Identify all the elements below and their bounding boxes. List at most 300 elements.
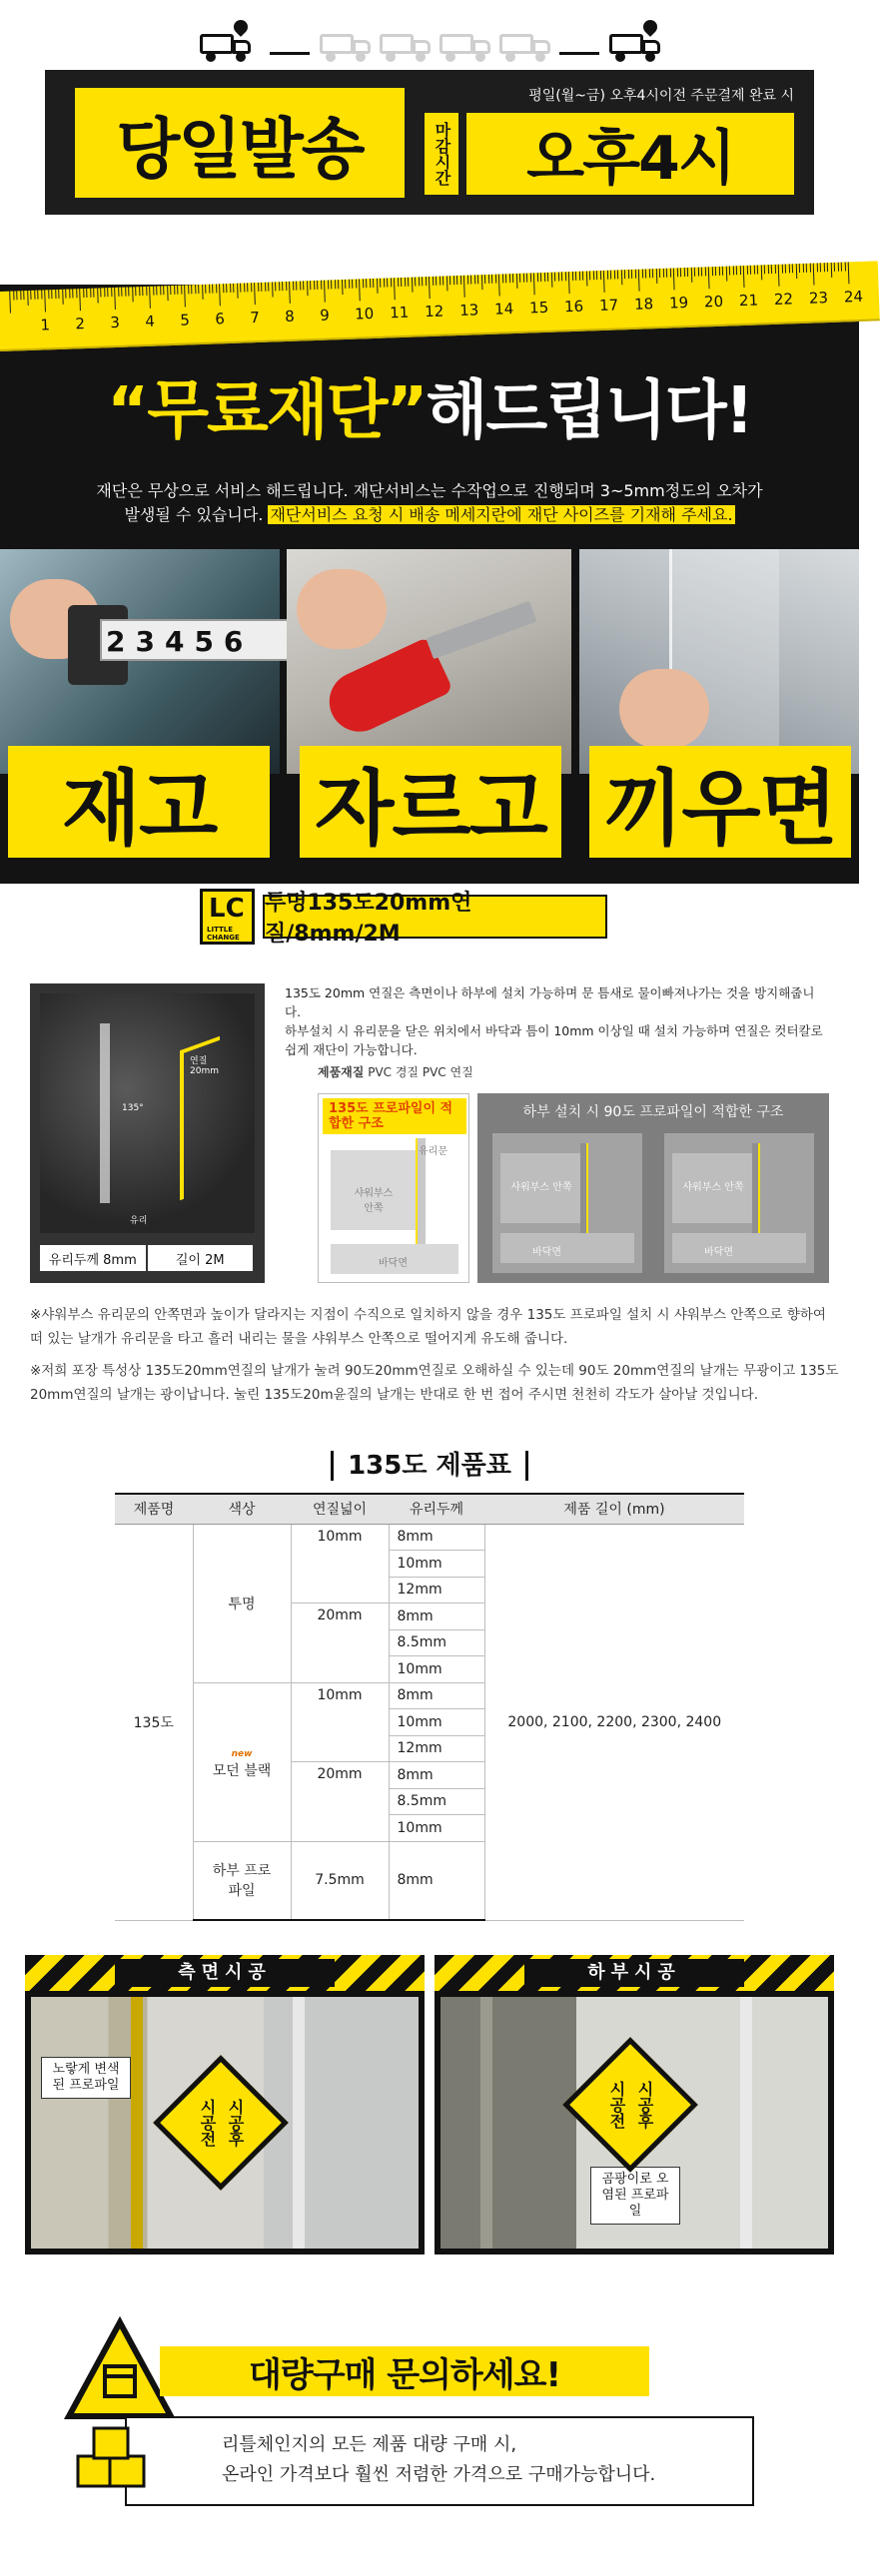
badge-before: 시공전 [607,2081,626,2129]
ruler-tick [254,283,256,305]
ruler-tick [739,266,740,275]
ruler-tick [233,284,234,293]
ruler-tick [380,279,381,288]
ruler-number: 8 [284,307,296,326]
ruler-tick [788,264,789,273]
thickness-cell: 10mm [389,1551,484,1578]
ruler-number: 12 [424,302,444,322]
product-table-title [0,1445,859,1482]
ruler-tick [704,267,705,276]
header-cell: 색상 [193,1494,291,1524]
ruler-tick [307,281,309,296]
ruler-number: 4 [145,312,156,330]
badge-after: 시공후 [226,2099,245,2147]
bottom-install-photo [440,1997,828,2249]
desc-line: 쉽게 재단이 가능합니다. [285,1042,418,1057]
ruler-tick [659,269,660,278]
material-info [318,1063,473,1080]
cutting-desc-line1: 재단은 무상으로 서비스 해드립니다. 재단서비스는 수작업으로 진행되며 3~5mm정도의 오차가 [96,481,763,500]
free-cutting-quote: “무료재단” [107,374,427,448]
ruler-tick [589,271,590,280]
ruler-tick [184,286,186,308]
ruler-tick [585,271,587,286]
ruler-tick [118,288,119,297]
thickness-cell: 10mm [389,1656,484,1683]
diagram-glass-label: 유리문 [419,1146,447,1157]
bulk-message-box [125,2416,754,2506]
ruler-tick [746,266,747,275]
ruler-tick [429,277,431,299]
ruler-tick [156,287,157,296]
ruler-number: 3 [110,313,121,332]
ruler-tick [701,267,702,276]
ruler-tick [65,290,66,299]
truck-icon [440,28,495,62]
ruler-tick [432,277,433,286]
ruler-tick [418,277,419,286]
brand-logo [200,889,255,945]
ruler-tick [596,271,597,280]
ruler-tick [687,268,688,277]
ruler-tick [300,282,301,291]
step-word-measure: 재고 [8,746,270,858]
width-cell: 10mm [291,1682,389,1762]
ruler-tick [69,290,70,299]
diagram-inside-label: 샤워부스 안쪽 [682,1182,744,1193]
ruler-tick [321,281,322,290]
product-table [115,1493,744,1921]
spec-pair [40,1245,255,1271]
ruler-number: 20 [703,292,724,312]
ruler-tick [662,269,663,278]
ruler-tick [816,263,817,272]
bulk-line2: 온라인 가격보다 훨씬 저렴한 가격으로 구매가능합니다. [222,2464,656,2485]
ruler-tick [41,291,42,300]
ruler-tick [366,279,367,288]
color-cell [193,1682,291,1841]
ruler-number: 11 [389,303,410,322]
bottom-install-header [435,1955,834,1991]
ruler-tick [30,291,31,300]
ruler-tick [729,266,730,275]
ruler-tick [324,281,326,303]
ruler-tick [550,273,552,288]
ruler-tick [198,285,199,294]
ruler-tick [631,270,632,279]
ruler-tick [669,269,670,278]
ruler-tick [648,269,649,278]
ruler-number: 15 [528,298,549,318]
ruler-tick [827,263,828,272]
width-cell: 7.5mm [291,1841,389,1920]
ruler-tick [526,274,527,283]
ruler-tick [575,272,576,281]
brand-logo-text: LITTLE CHANGE [207,926,240,942]
header-cell: 제품 길이 (mm) [484,1494,744,1524]
ruler-tick [317,281,318,290]
ruler-tick [470,276,471,285]
ruler-tick [303,281,304,290]
ruler-tick [237,284,239,299]
ruler-tick [757,266,758,275]
ruler-tick [809,264,810,273]
ruler-tick [265,283,266,292]
diagram-135-tag: 135도 프로파일이 적합한 구조 [323,1098,466,1134]
ruler-number: 1 [40,316,51,334]
ruler-tick [753,266,754,275]
ruler-tick [121,288,122,297]
step-word-cut: 자르고 [300,746,561,858]
ruler-tick [830,263,832,278]
ruler-tick [153,287,154,296]
moldy-profile [480,1997,492,2249]
ruler-tick [191,285,192,294]
truck-icon [380,28,436,62]
ruler-tick [837,263,838,272]
warning-icon [65,2316,175,2426]
ruler-tick [456,276,457,285]
ruler-tick [345,280,346,289]
diagram-90-structure [477,1093,829,1283]
ruler-tick [568,272,570,294]
ruler-tick [725,267,727,282]
ruler-tick [771,265,772,274]
same-day-shipping-section [0,0,859,285]
side-install-panel [25,1955,425,2254]
color-black-label: 모던 블랙 [212,1762,272,1779]
badge-after: 시공후 [635,2081,654,2129]
truck-icon [320,28,376,62]
ruler-tick [390,278,391,287]
diagram-135-structure [318,1093,469,1283]
thickness-cell: 12mm [389,1735,484,1762]
product-name: 투명135도20mm연질/8mm/2M [263,895,607,939]
cutting-request-highlight: 재단서비스 요청 시 배송 메세지란에 재단 사이즈를 기재해 주세요. [270,505,733,524]
diagram-inside-label: 샤워부스 안쪽 [354,1188,394,1214]
width-cell: 20mm [291,1762,389,1842]
width-cell: 20mm [291,1604,389,1683]
ruler-tick [480,275,482,290]
ruler-tick [296,282,297,291]
header-cell: 제품명 [115,1494,193,1524]
ruler-tick [449,276,450,285]
thickness-cell: 8mm [389,1682,484,1709]
free-cutting-description [60,479,799,527]
free-cutting-title [0,359,859,451]
cutoff-time: 오후4시 [466,113,794,195]
ruler-tick [697,268,698,277]
ruler-tick [823,263,824,272]
before-after-badge-text [173,2075,269,2171]
ruler-tick [16,291,17,300]
ruler-tick [673,268,675,290]
ruler-number: 19 [668,293,689,313]
ruler-tick [425,277,426,286]
ruler-tick [505,274,506,283]
same-day-title: 당일발송 [116,110,364,188]
thickness-cell: 8mm [389,1524,484,1551]
ruler-tick [571,272,572,281]
length-cell: 2000, 2100, 2200, 2300, 2400 [484,1524,744,1920]
ruler-tick [383,279,384,288]
badge-before: 시공전 [198,2099,217,2147]
ruler-tick [404,278,405,287]
cutting-desc-line2: 발생될 수 있습니다. [124,505,264,524]
ruler-tick [58,290,59,299]
ruler-tick [778,265,780,287]
brand-logo-mark: LC [209,894,245,924]
new-profile [293,1997,305,2249]
ruler-tick [279,282,280,291]
ruler-tick [655,269,657,284]
ruler-tick [634,270,635,279]
tape-numbers: 23456 [106,625,254,658]
boxes-icon [70,2416,150,2506]
ruler-tick [436,277,437,286]
thickness-cell: 10mm [389,1815,484,1842]
ruler-tick [226,284,227,293]
spec-thickness: 유리두께 8mm [40,1245,148,1271]
ruler-tick [617,270,618,279]
ruler-tick [160,286,161,295]
ruler-tick [9,292,11,314]
shipping-banner [45,70,814,215]
route-dash [270,52,310,55]
ruler-tick [314,281,315,290]
ruler-tick [529,273,530,282]
ruler-tick [750,266,751,275]
ruler-tick [459,276,460,285]
product-table-title-text: 135도 제품표 [331,1451,528,1481]
ruler-tick [561,272,562,281]
ruler-tick [844,262,845,271]
ruler-tick [331,280,332,289]
ruler-tick [128,287,129,296]
ruler-number: 21 [738,291,759,311]
ruler-tick [408,278,409,287]
yellowed-profile [131,1997,143,2249]
ruler-tick [452,276,453,285]
ruler-tick [813,264,815,286]
ruler-tick [792,264,793,273]
side-install-title: 측면시공 [115,1959,335,1987]
ruler-tick [624,270,625,279]
ruler-number: 23 [808,289,829,308]
ruler-tick [547,273,548,282]
ruler-tick [411,278,413,293]
cutoff-block [425,85,794,200]
ruler-tick [282,282,283,291]
delivery-route-graphic [180,10,679,70]
ruler-tick [174,286,175,295]
ruler-tick [247,283,248,292]
installation-section [25,1955,834,2254]
diagram-floor-label: 바닥면 [532,1247,561,1258]
product-description [285,983,829,1059]
ruler-tick [743,266,745,288]
free-cutting-title-rest: 해드립니다! [426,374,752,448]
ruler-tick [170,286,171,295]
color-cell: 투명 [193,1524,291,1682]
ruler-tick [195,285,196,294]
before-after-badge-text [582,2057,678,2153]
thickness-cell: 8mm [389,1841,484,1920]
ruler-number: 10 [354,304,375,323]
ruler-number: 2 [75,315,86,333]
ruler-tick [209,285,210,294]
ruler-tick [355,280,356,289]
ruler-number: 17 [598,296,619,316]
ruler-tick [711,267,712,276]
ruler-tick [473,275,474,284]
ruler-tick [781,265,782,274]
thickness-cell: 8.5mm [389,1629,484,1656]
product-header [200,889,619,949]
ruler-tick [466,276,467,285]
ruler-tick [540,273,541,282]
ruler-tick [519,274,520,283]
ruler-tick [620,270,622,285]
ruler-tick [841,263,842,272]
angle-label: 135° [122,1103,144,1113]
ruler-tick [445,276,447,291]
color-cell [193,1841,291,1920]
ruler-tick [37,291,38,300]
diagram-floor-label: 바닥면 [704,1247,733,1258]
ruler-tick [258,283,259,292]
ruler-tick [268,283,269,292]
ruler-tick [132,287,134,302]
ruler-tick [79,289,81,311]
ruler-tick [86,289,87,298]
ruler-tick [501,274,502,283]
bottom-install-panel [435,1955,834,2254]
ruler-tick [599,271,600,280]
thickness-cell: 8.5mm [389,1788,484,1815]
ruler-tick [641,270,642,279]
ruler-number: 6 [214,310,226,328]
ruler-tick [799,264,800,273]
ruler-tick [328,281,329,290]
ruler-tick [512,274,513,283]
ruler-tick [645,269,646,278]
ruler-tick [795,264,797,279]
ruler-tick [342,280,344,295]
ruler-number: 18 [633,295,654,314]
ruler-tick [251,283,252,292]
ruler-tick [522,274,523,283]
ruler-tick [397,278,398,287]
ruler-tick [564,272,565,281]
side-install-photo [31,1997,419,2249]
thickness-cell: 8mm [389,1762,484,1789]
cutter-blade-icon [427,601,537,659]
new-badge: new [231,1748,253,1759]
width-cell: 10mm [291,1524,389,1604]
ruler-tick [736,266,737,275]
cutoff-label: 마감시간 [425,113,458,195]
spec-length: 길이 2M [148,1245,256,1271]
ruler-tick [48,290,49,299]
ruler-tick [613,271,614,280]
ruler-tick [610,271,611,280]
ruler-tick [690,268,692,283]
ruler-tick [487,275,488,284]
ruler-tick [592,271,593,280]
color-bottom-label: 하부 프로파일 [212,1863,272,1900]
width-label: 연질 20mm [190,1056,219,1076]
ruler-tick [114,288,116,310]
ruler-tick [93,289,94,298]
measure-photo [0,549,280,774]
ruler-tick [125,288,126,297]
ruler-tick [188,285,189,294]
ruler-tick [767,265,768,274]
ruler-tick [774,265,775,274]
ruler-tick [442,276,443,285]
ruler-tick [244,283,245,292]
ruler-tick [55,290,56,299]
ruler-tick [680,268,681,277]
same-day-title-box [75,88,405,198]
ruler-tick [362,279,363,288]
ruler-tick [51,290,52,299]
ruler-tick [97,289,99,304]
truck-icon [609,28,665,62]
ruler-tick [338,280,339,289]
ruler-number: 7 [249,308,261,327]
ruler-tick [508,274,509,283]
ruler-tick [536,273,537,282]
truck-icon [200,28,256,62]
ruler-tick [230,284,231,293]
ruler-tick [212,285,213,294]
ruler-tick [498,275,500,297]
steps-strip [0,746,859,884]
ruler-tick [286,282,287,291]
ruler-tick [83,289,84,298]
ruler-tick [376,279,378,294]
ruler-tick [202,285,204,300]
ruler-tick [90,289,91,298]
ruler-tick [666,269,667,278]
hand-shape [297,569,387,649]
ruler-tick [163,286,164,295]
desc-line: 하부설치 시 유리문을 닫은 위치에서 바닥과 틈이 10mm 이상일 때 설치 가능하며 연질은 컷터칼로 [285,1023,823,1038]
ruler-tick [139,287,140,296]
ruler-tick [167,286,169,301]
ruler-tick [439,277,440,286]
ruler-number: 5 [180,311,191,329]
ruler-tick [715,267,716,276]
notes-block [30,1303,839,1415]
ruler-tick [554,273,555,282]
ruler-number: 9 [319,306,331,324]
ruler-tick [111,288,112,297]
ruler-tick [415,277,416,286]
ruler-tick [261,283,262,292]
ruler-number: 16 [563,297,584,317]
ruler-number: 24 [843,287,864,307]
ruler-tick [310,281,311,290]
table-row [115,1524,744,1551]
ruler-tick [491,275,492,284]
route-dash [559,52,599,55]
side-install-header [25,1955,425,1991]
diagram-inside-label: 샤워부스 안쪽 [510,1182,572,1193]
ruler-tick [107,288,108,297]
free-cutting-section [0,285,864,884]
